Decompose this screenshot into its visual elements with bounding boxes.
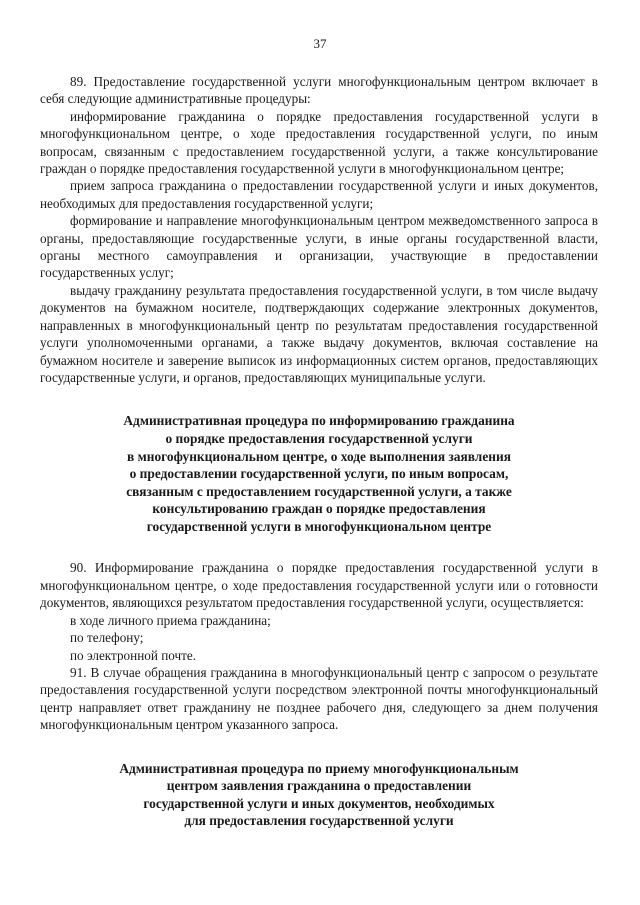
- paragraph-89-item: прием запроса гражданина о предоставлении государственной услуги и иных документов, необходимых для предоставления государственной услуги;: [40, 178, 598, 211]
- heading-line: Административная процедура по информированию гражданина: [123, 413, 515, 429]
- paragraph-90-item: в ходе личного приема гражданина;: [70, 612, 271, 628]
- heading-line: связанным с предоставлением государственной услуги, а также: [126, 483, 512, 499]
- page-number: 37: [313, 36, 327, 51]
- section-heading-application-intake: [40, 760, 598, 830]
- heading-line: о предоставлении государственной услуги, по иным вопросам,: [129, 466, 509, 482]
- paragraph-90-item: по телефону;: [70, 630, 144, 646]
- heading-line: для предоставления государственной услуги: [184, 813, 454, 829]
- heading-line: Административная процедура по приему многофункциональным: [119, 760, 519, 776]
- paragraph-90-intro: 90. Информирование гражданина о порядке предоставления государственной услуги в многофункциональном центре, о ходе предоставления государственной услуги или о готовности документов, являющихся результатом предоставления государственной услуги, осуществляется:: [40, 560, 598, 611]
- paragraph-89-intro: 89. Предоставление государственной услуги многофункциональным центром включает в себя следующие административные процедуры:: [40, 74, 598, 107]
- paragraph-89-item: выдачу гражданину результата предоставления государственной услуги, в том числе выдачу документов на бумажном носителе, подтверждающих содержание электронных документов, направленных в многофункциональный центр по результатам предоставления государственной услуги уполномоченными органами, а также выдачу документов, включая составление на бумажном носителе и заверение выписок из информационных систем органов, предоставляющих государственные услуги, и органов, предоставляющих муниципальные услуги.: [40, 282, 598, 385]
- section-heading-informing: [40, 412, 598, 535]
- paragraph-89-item: информирование гражданина о порядке предоставления государственной услуги в многофункциональном центре, о ходе предоставления государственной услуги, по иным вопросам, связанным с предоставлением государственной услуги, а также консультирование граждан о порядке предоставления государственной услуги в многофункциональном центре;: [40, 108, 598, 177]
- heading-line: государственной услуги и иных документов, необходимых: [143, 795, 495, 811]
- document-body: [40, 73, 598, 830]
- heading-line: консультированию граждан о порядке предоставления: [152, 501, 486, 517]
- paragraph-91: 91. В случае обращения гражданина в многофункциональный центр с запросом о результате предоставления государственной услуги посредством электронной почты многофункциональный центр направляет ответ гражданину не позднее рабочего дня, следующего за днем получения многофункциональным центром указанного запроса.: [40, 664, 598, 733]
- heading-line: государственной услуги в многофункциональном центре: [146, 518, 492, 534]
- paragraph-89-item: формирование и направление многофункциональным центром межведомственного запроса в органы, предоставляющие государственные услуги, в иные органы государственной власти, органы местного самоуправления и организации, участвующие в предоставлении государственных услуг;: [40, 213, 598, 281]
- heading-line: о порядке предоставления государственной услуги: [165, 430, 473, 446]
- heading-line: в многофункциональном центре, о ходе выполнения заявления: [127, 448, 511, 464]
- paragraph-90-item: по электронной почте.: [70, 647, 197, 663]
- heading-line: центром заявления гражданина о предоставлении: [166, 778, 472, 794]
